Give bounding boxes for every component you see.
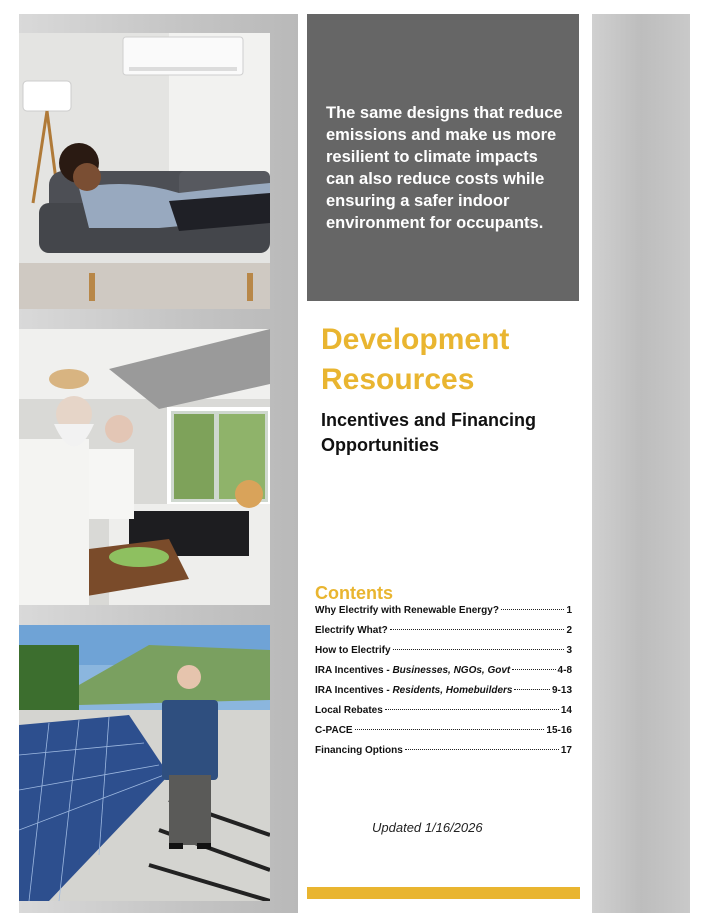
- title-line-2: Resources: [321, 363, 475, 396]
- title-line-1: Development: [321, 323, 510, 356]
- toc-leader: [512, 669, 555, 670]
- gold-accent-bar: [307, 887, 580, 899]
- toc-item[interactable]: [315, 645, 572, 665]
- toc-item-label: Electrify What?: [315, 625, 388, 636]
- photo-couple-cooking: [19, 329, 270, 605]
- table-of-contents: [315, 605, 572, 765]
- toc-leader: [405, 749, 559, 750]
- subtitle-line-2: Opportunities: [321, 435, 439, 455]
- updated-date: Updated 1/16/2026: [372, 820, 483, 835]
- toc-item[interactable]: [315, 685, 572, 705]
- toc-item-page: 4-8: [557, 665, 572, 676]
- subtitle-line-1: Incentives and Financing: [321, 410, 537, 430]
- toc-item[interactable]: [315, 705, 572, 725]
- toc-item[interactable]: [315, 605, 572, 625]
- page-title: [321, 320, 581, 400]
- toc-item-label: C-PACE: [315, 725, 353, 736]
- toc-item-page: 9-13: [551, 685, 572, 696]
- toc-item[interactable]: [315, 665, 572, 685]
- quote-box: [307, 14, 579, 301]
- toc-leader: [514, 689, 550, 690]
- toc-item-page: 2: [566, 625, 572, 636]
- toc-item-page: 17: [560, 745, 572, 756]
- toc-item-label: Local Rebates: [315, 705, 383, 716]
- toc-item-label: IRA Incentives - Businesses, NGOs, Govt: [315, 665, 511, 676]
- toc-item-label: Financing Options: [315, 745, 403, 756]
- toc-item-label: How to Electrify: [315, 645, 391, 656]
- toc-leader: [501, 609, 565, 610]
- toc-item-page: 15-16: [546, 725, 572, 736]
- toc-leader: [390, 629, 565, 630]
- toc-item[interactable]: [315, 625, 572, 645]
- toc-item-page: 1: [566, 605, 572, 616]
- toc-leader: [385, 709, 559, 710]
- toc-item[interactable]: [315, 745, 572, 765]
- photo-man-on-sofa: [19, 33, 270, 309]
- toc-item-page: 3: [566, 645, 572, 656]
- toc-item-label: IRA Incentives - Residents, Homebuilders: [315, 685, 513, 696]
- toc-leader: [393, 649, 565, 650]
- toc-item-label: Why Electrify with Renewable Energy?: [315, 605, 499, 616]
- contents-heading: Contents: [315, 583, 393, 603]
- page-subtitle: [321, 408, 571, 458]
- photo-solar-panels: [19, 625, 270, 901]
- quote-text: The same designs that reduce emissions and make us more resilient to climate impacts can also reduce costs while ensuring a safer indoor environment for occupants.: [326, 104, 563, 232]
- toc-item-page: 14: [560, 705, 572, 716]
- toc-item[interactable]: [315, 725, 572, 745]
- right-gray-band: [592, 14, 690, 913]
- toc-leader: [355, 729, 545, 730]
